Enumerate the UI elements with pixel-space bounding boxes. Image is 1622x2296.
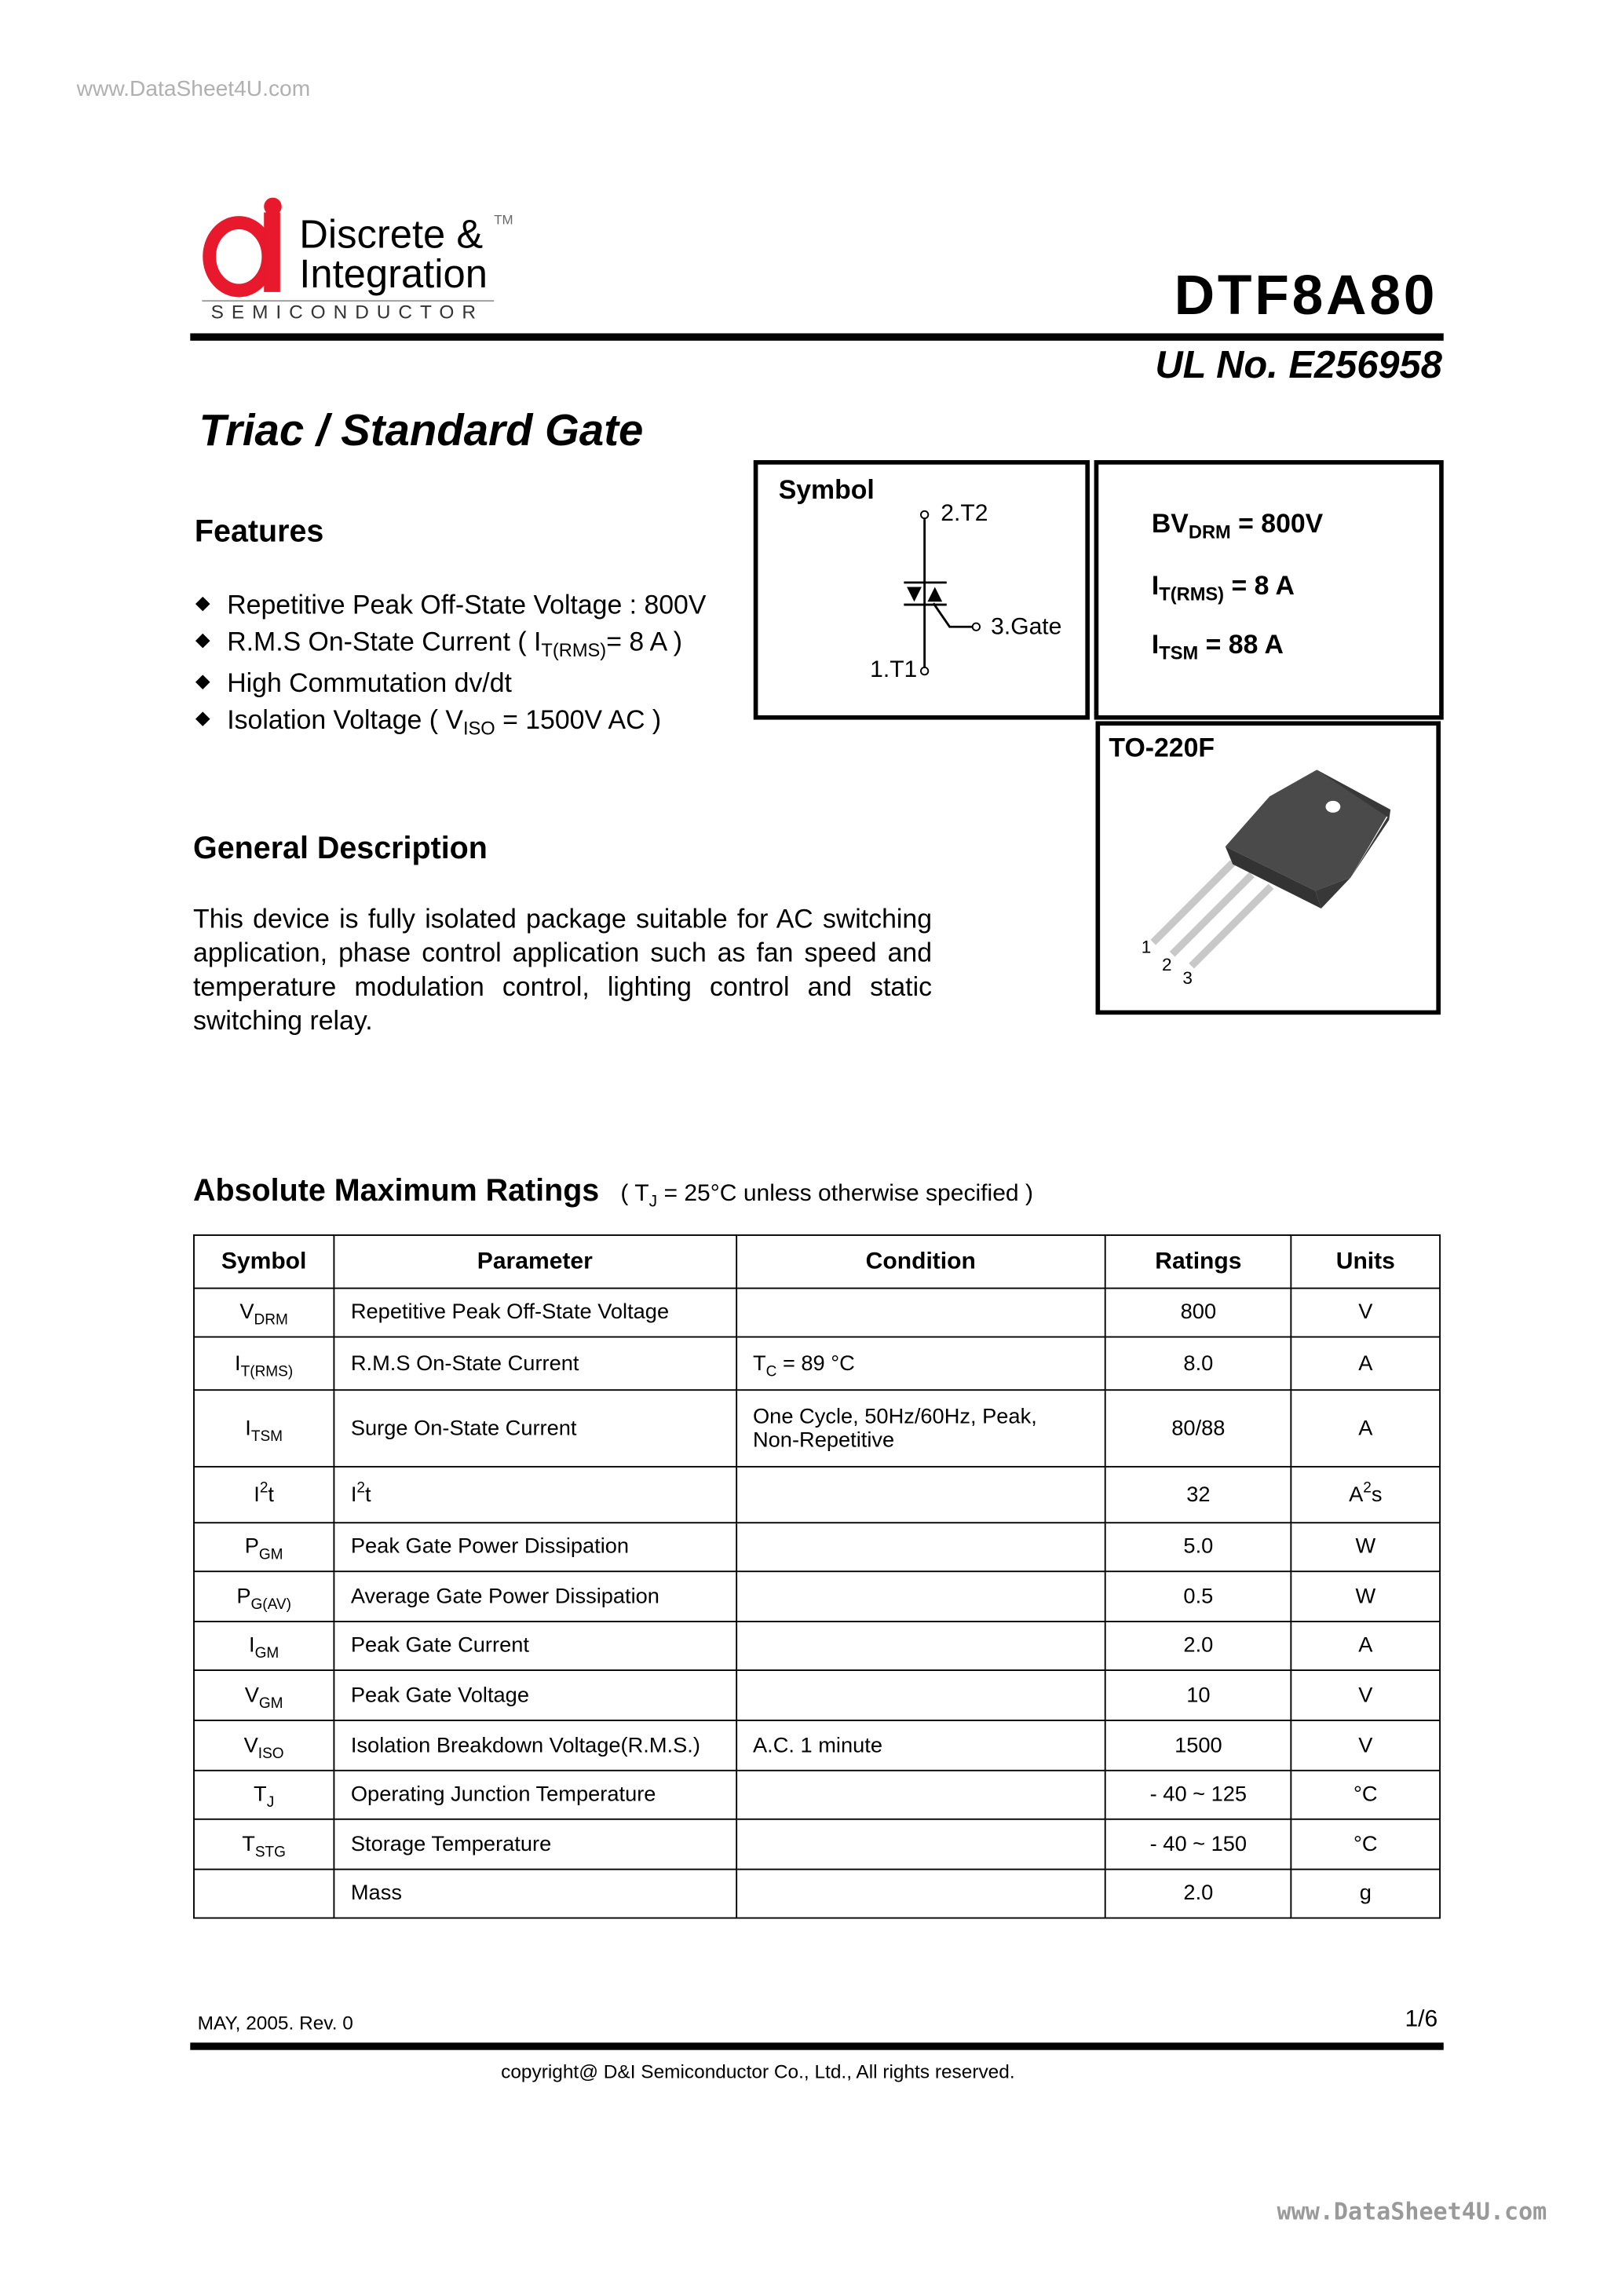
table-row [194,1571,1440,1621]
company-logo [199,198,524,331]
cell-condition [736,1467,1105,1523]
cell-symbol: $V_{ISO}$ [194,1720,334,1771]
cell-symbol: $I^2t$ [194,1467,334,1523]
cell-parameter: Peak Gate Current [334,1621,736,1670]
cell-unit: V [1291,1720,1440,1771]
watermark-bottom[interactable]: www.DataSheet4U.com [1277,2197,1547,2226]
cell-condition [736,1670,1105,1720]
cell-symbol: $I_{GM}$ [194,1621,334,1670]
cell-rating: 1500 [1105,1720,1291,1771]
cell-condition: A.C. 1 minute [736,1720,1105,1771]
ratings-title [193,1174,1033,1212]
cell-parameter: Storage Temperature [334,1819,736,1870]
column-header: Ratings [1105,1235,1291,1289]
features-heading: Features [194,514,324,549]
cell-symbol: $V_{DRM}$ [194,1289,334,1337]
ratings-heading: Absolute Maximum Ratings [193,1174,600,1208]
pin-1-label: 1 [1141,936,1152,957]
key-specs-box [1094,460,1444,720]
column-header: Condition [736,1235,1105,1289]
cell-rating: 8.0 [1105,1337,1291,1391]
logo-line1: Discrete & [299,212,484,257]
cell-unit: A [1291,1337,1440,1391]
cell-unit: A [1291,1390,1440,1467]
cell-rating: 800 [1105,1289,1291,1337]
page-title: Triac / Standard Gate [199,407,644,456]
cell-unit: W [1291,1571,1440,1621]
triac-symbol-icon [758,465,1085,715]
cell-parameter: Repetitive Peak Off-State Voltage [334,1289,736,1337]
table-row [194,1819,1440,1870]
cell-condition [736,1571,1105,1621]
bullet-icon [195,634,210,649]
cell-rating: 32 [1105,1467,1291,1523]
cell-rating: 10 [1105,1670,1291,1720]
cell-parameter: Peak Gate Voltage [334,1670,736,1720]
cell-unit: A [1291,1621,1440,1670]
cell-symbol: $T_{STG}$ [194,1819,334,1870]
cell-parameter: Peak Gate Power Dissipation [334,1523,736,1571]
table-row [194,1523,1440,1571]
table-row [194,1337,1440,1391]
cell-condition [736,1771,1105,1819]
feature-item: Repetitive Peak Off-State Voltage : 800V [195,590,707,620]
cell-rating: - 40 ~ 150 [1105,1819,1291,1870]
cell-symbol: $I_{TSM}$ [194,1390,334,1467]
cell-unit: V [1291,1670,1440,1720]
spec-itsm: $I_{TSM} = 88$ A [1151,629,1284,664]
part-number: DTF8A80 [1174,265,1438,327]
pin-2-label: 2 [1162,954,1172,975]
footer-date: MAY, 2005. Rev. 0 [197,2011,353,2035]
cell-parameter: Isolation Breakdown Voltage(R.M.S.) [334,1720,736,1771]
footer-divider [190,2042,1443,2049]
general-description-heading: General Description [193,832,488,866]
cell-parameter: Surge On-State Current [334,1390,736,1467]
bullet-icon [195,711,210,726]
package-name: TO-220F [1109,733,1215,763]
cell-parameter: $I^2t$ [334,1467,736,1523]
cell-unit: V [1291,1289,1440,1337]
symbol-box [754,460,1090,720]
terminal-t1-label: 1.T1 [870,657,918,683]
to220f-package-icon [1100,726,1436,1010]
feature-item: Isolation Voltage ( $V_{ISO} = 1500V$ AC ) [195,705,661,736]
cell-symbol [194,1870,334,1918]
table-row [194,1870,1440,1918]
cell-condition [736,1870,1105,1918]
cell-unit: $A^2s$ [1291,1467,1440,1523]
cell-condition [736,1523,1105,1571]
logo-tm: TM [494,212,513,228]
table-row [194,1467,1440,1523]
cell-rating: 0.5 [1105,1571,1291,1621]
symbol-heading: Symbol [778,474,875,505]
gate-label: 3.Gate [991,615,1062,641]
cell-condition [736,1289,1105,1337]
cell-unit: °C [1291,1771,1440,1819]
ratings-table [193,1234,1441,1918]
column-header: Parameter [334,1235,736,1289]
ratings-note: ( $T_J = 25^\circ C$ unless otherwise specified ) [620,1181,1033,1212]
page-number: 1/6 [1405,2007,1438,2033]
package-box [1096,721,1441,1015]
table-row [194,1289,1440,1337]
table-row [194,1621,1440,1670]
cell-condition [736,1819,1105,1870]
cell-unit: °C [1291,1819,1440,1870]
cell-symbol: $P_{GM}$ [194,1523,334,1571]
cell-rating: 80/88 [1105,1390,1291,1467]
feature-item: R.M.S On-State Current ( $I_{T(RMS)}= 8$ A ) [195,627,682,657]
cell-rating: 5.0 [1105,1523,1291,1571]
logo-line3: SEMICONDUCTOR [210,301,484,324]
terminal-t2-label: 2.T2 [941,501,988,527]
watermark-top[interactable]: www.DataSheet4U.com [76,76,311,102]
cell-parameter: R.M.S On-State Current [334,1337,736,1391]
bullet-icon [195,597,210,612]
cell-rating: 2.0 [1105,1621,1291,1670]
cell-parameter: Operating Junction Temperature [334,1771,736,1819]
logo-line2: Integration [299,252,488,297]
bullet-icon [195,675,210,689]
column-header: Units [1291,1235,1440,1289]
cell-symbol: $I_{T(RMS)}$ [194,1337,334,1391]
cell-condition: $T_C = 89$ °C [736,1337,1105,1391]
cell-parameter: Average Gate Power Dissipation [334,1571,736,1621]
copyright: copyright@ D&I Semiconductor Co., Ltd., All rights reserved. [501,2060,1015,2083]
cell-symbol: $T_J$ [194,1771,334,1819]
header-divider [190,333,1443,340]
feature-item: High Commutation dv/dt [195,668,512,699]
table-row [194,1390,1440,1467]
cell-rating: 2.0 [1105,1870,1291,1918]
cell-symbol: $V_{GM}$ [194,1670,334,1720]
table-row [194,1771,1440,1819]
cell-unit: W [1291,1523,1440,1571]
table-row [194,1720,1440,1771]
cell-rating: - 40 ~ 125 [1105,1771,1291,1819]
cell-condition [736,1621,1105,1670]
cell-parameter: Mass [334,1870,736,1918]
column-header: Symbol [194,1235,334,1289]
table-header-row [194,1235,1440,1289]
table-row [194,1670,1440,1720]
cell-condition: One Cycle, 50Hz/60Hz, Peak, Non-Repetitive [736,1390,1105,1467]
ul-number: UL No. E256958 [1155,342,1442,387]
pin-3-label: 3 [1182,967,1193,989]
spec-itrms: $I_{T(RMS)} = 8$ A [1151,570,1295,605]
spec-bvdrm: $BV_{DRM} = 800V$ [1151,508,1324,543]
cell-unit: g [1291,1870,1440,1918]
general-description-text: This device is fully isolated package suitable for AC switching application, phase control application such as fan speed and temperature modulation control, lighting control and static switching relay. [193,904,933,1036]
cell-symbol: $P_{G(AV)}$ [194,1571,334,1621]
